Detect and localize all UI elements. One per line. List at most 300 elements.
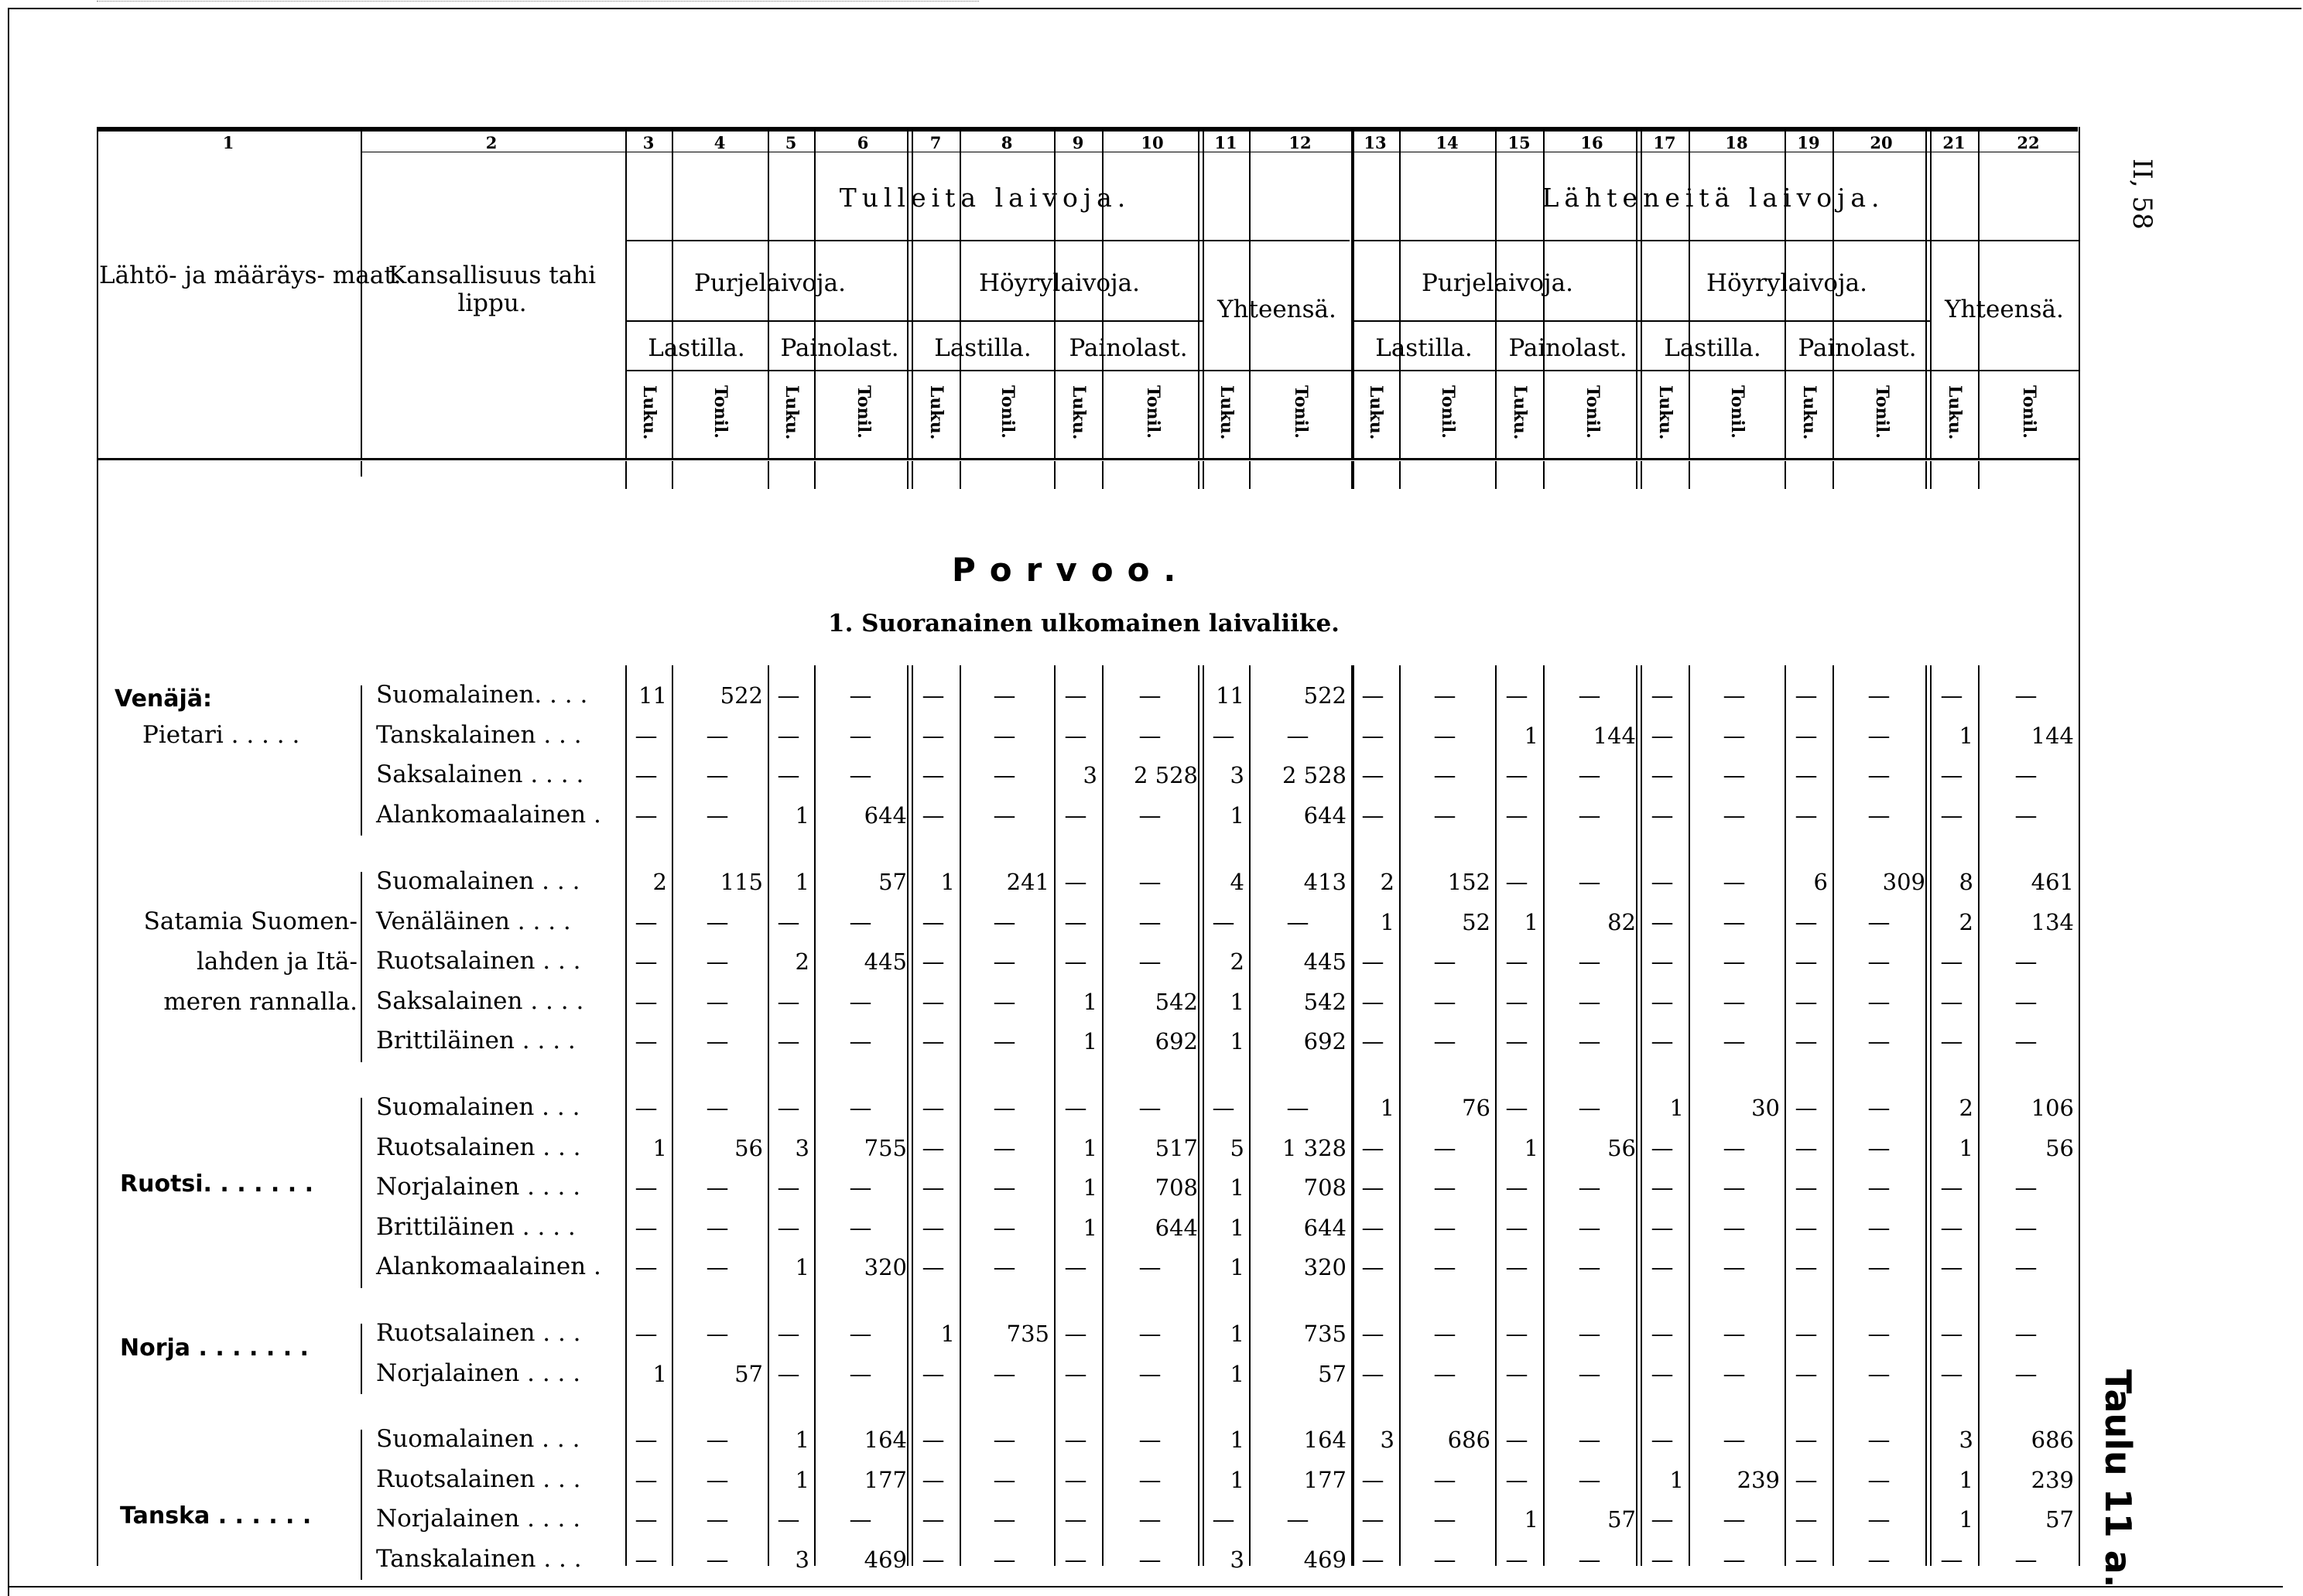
- table-cell: —: [706, 1546, 729, 1573]
- column-number: 21: [1942, 133, 1966, 152]
- table-cell: —: [1505, 1546, 1528, 1573]
- table-cell: —: [1064, 1321, 1087, 1347]
- flag-label: Brittiläinen . . . .: [376, 1027, 576, 1054]
- table-cell: —: [635, 1254, 658, 1280]
- table-cell: —: [922, 1427, 945, 1453]
- table-cell: —: [1505, 762, 1528, 788]
- table-cell: —: [1723, 1174, 1746, 1201]
- table-cell: —: [1138, 869, 1162, 895]
- table-cell: 82: [1607, 908, 1636, 935]
- table-cell: —: [777, 1506, 800, 1533]
- col-divider: [1930, 128, 1932, 458]
- table-cell: —: [993, 1506, 1016, 1533]
- table-cell: —: [1361, 801, 1384, 829]
- table-cell: 1: [1230, 1466, 1244, 1493]
- table-cell: —: [1723, 1214, 1746, 1241]
- table-cell: —: [1505, 988, 1528, 1015]
- table-cell: 1: [652, 1360, 667, 1387]
- header-ballast: Painolast.: [1798, 334, 1917, 362]
- table-cell: —: [1361, 1360, 1384, 1387]
- table-cell: —: [2014, 988, 2038, 1015]
- table-cell: —: [922, 1134, 945, 1161]
- country-label: Ruotsi. . . . . . .: [120, 1171, 313, 1198]
- header-tons: Tonil.: [1727, 385, 1747, 439]
- table-cell: 56: [2045, 1134, 2074, 1161]
- table-cell: —: [635, 908, 658, 935]
- table-cell: 1: [1230, 1321, 1244, 1347]
- table-cell: —: [1795, 1214, 1818, 1241]
- table-cell: —: [1286, 722, 1309, 749]
- table-cell: —: [1795, 722, 1818, 749]
- table-cell: 2: [652, 869, 667, 895]
- col-divider-body: [1925, 665, 1927, 1566]
- header-departed: Lähteneitä laivoja.: [1542, 183, 1885, 213]
- table-cell: —: [635, 1028, 658, 1054]
- table-cell: 1: [1524, 908, 1538, 935]
- table-cell: 3: [1230, 762, 1244, 788]
- table-cell: —: [1433, 1466, 1456, 1493]
- table-cell: —: [1795, 1321, 1818, 1347]
- table-cell: 144: [1593, 722, 1636, 749]
- table-cell: —: [1578, 869, 1601, 895]
- table-cell: —: [1651, 1506, 1674, 1533]
- table-cell: —: [1795, 1134, 1818, 1161]
- header-tons: Tonil.: [710, 385, 731, 439]
- table-cell: —: [922, 1466, 945, 1493]
- table-cell: —: [635, 1466, 658, 1493]
- header-arrived-total: Yhteensä.: [1217, 296, 1336, 323]
- col-divider-stub: [1925, 461, 1927, 489]
- table-cell: —: [1795, 1028, 1818, 1054]
- table-cell: 1: [1230, 1427, 1244, 1453]
- table-cell: —: [1867, 1134, 1891, 1161]
- table-cell: —: [1651, 908, 1674, 935]
- table-cell: —: [1723, 1506, 1746, 1533]
- table-cell: —: [1064, 682, 1087, 709]
- col-divider-stub: [1832, 461, 1834, 489]
- flag-label: Ruotsalainen . . .: [376, 1464, 581, 1493]
- table-cell: —: [1361, 1028, 1384, 1054]
- col-divider: [1203, 128, 1204, 458]
- col-divider-stub: [1978, 461, 1980, 489]
- table-cell: —: [849, 908, 872, 935]
- table-cell: —: [1867, 1427, 1891, 1453]
- table-cell: 1: [795, 869, 809, 895]
- table-cell: —: [993, 1095, 1016, 1121]
- table-cell: —: [1433, 762, 1456, 788]
- table-cell: —: [993, 762, 1016, 788]
- table-cell: —: [849, 762, 872, 788]
- table-cell: 469: [1303, 1546, 1347, 1573]
- table-cell: —: [1361, 1214, 1384, 1241]
- table-cell: —: [706, 1174, 729, 1201]
- table-cell: 644: [1303, 801, 1347, 829]
- table-cell: —: [1651, 1321, 1674, 1347]
- row-brace: [361, 872, 362, 1062]
- table-cell: —: [1138, 1360, 1162, 1387]
- col-divider-stub: [1054, 461, 1056, 489]
- table-cell: —: [1867, 1028, 1891, 1054]
- table-cell: —: [706, 1466, 729, 1493]
- table-cell: 686: [2031, 1427, 2074, 1453]
- table-cell: —: [2014, 801, 2038, 829]
- col-divider-stub: [912, 461, 913, 489]
- table-cell: —: [1138, 1321, 1162, 1347]
- table-cell: —: [1867, 988, 1891, 1015]
- table-cell: —: [993, 1427, 1016, 1453]
- table-cell: —: [2014, 948, 2038, 975]
- table-cell: 2: [1959, 908, 1973, 935]
- table-cell: 164: [1303, 1427, 1347, 1453]
- table-cell: —: [1795, 682, 1818, 709]
- header-tons: Tonil.: [1872, 385, 1892, 439]
- table-cell: —: [706, 1028, 729, 1054]
- table-cell: —: [1578, 1214, 1601, 1241]
- column-number: 13: [1364, 133, 1387, 152]
- header-count: Luku.: [1510, 385, 1530, 440]
- table-cell: —: [1578, 801, 1601, 829]
- table-cell: 11: [638, 682, 667, 709]
- table-cell: —: [993, 1546, 1016, 1573]
- flag-label: Venäläinen . . . .: [376, 907, 571, 935]
- header-loaded: Lastilla.: [1664, 334, 1761, 362]
- table-cell: —: [2014, 1254, 2038, 1280]
- table-cell: 1: [1380, 1095, 1394, 1121]
- table-cell: —: [849, 1321, 872, 1347]
- table-cell: —: [2014, 1321, 2038, 1347]
- table-cell: —: [706, 722, 729, 749]
- header-count: Luku.: [926, 385, 946, 440]
- table-cell: —: [922, 1360, 945, 1387]
- table-cell: 1: [795, 1254, 809, 1280]
- town-title: Porvoo.: [952, 551, 1190, 589]
- table-cell: —: [1651, 988, 1674, 1015]
- col-divider-stub: [1351, 461, 1354, 489]
- flag-label: Tanskalainen . . .: [376, 1544, 582, 1573]
- table-cell: 1: [1380, 908, 1394, 935]
- table-cell: —: [1433, 1174, 1456, 1201]
- table-cell: —: [1795, 948, 1818, 975]
- table-cell: —: [1578, 948, 1601, 975]
- table-cell: —: [1361, 1321, 1384, 1347]
- table-cell: —: [1433, 1506, 1456, 1533]
- table-cell: —: [1064, 1095, 1087, 1121]
- table-cell: —: [1651, 1028, 1674, 1054]
- table-cell: 1: [1083, 988, 1097, 1015]
- flag-label: Ruotsalainen . . .: [376, 1133, 581, 1161]
- country-label: Tanska . . . . . .: [120, 1502, 312, 1529]
- header-departed-sail: Purjelaivoja.: [1421, 269, 1574, 297]
- header-tons: Tonil.: [854, 385, 874, 439]
- table-cell: 2: [1380, 869, 1394, 895]
- table-cell: —: [1578, 1466, 1601, 1493]
- table-cell: —: [1723, 948, 1746, 975]
- table-cell: 115: [720, 869, 763, 895]
- table-cell: —: [777, 1095, 800, 1121]
- table-cell: —: [993, 948, 1016, 975]
- table-cell: —: [1723, 1028, 1746, 1054]
- table-cell: —: [1505, 1360, 1528, 1387]
- sub-rule: [1353, 320, 1930, 322]
- table-cell: 542: [1303, 988, 1347, 1015]
- col-divider-stub: [1399, 461, 1401, 489]
- table-cell: —: [1940, 1214, 1963, 1241]
- col-divider: [361, 461, 362, 477]
- header-ballast: Painolast.: [780, 334, 899, 362]
- header-arrived-sail: Purjelaivoja.: [693, 269, 847, 297]
- table-cell: —: [922, 908, 945, 935]
- table-cell: —: [1651, 1254, 1674, 1280]
- table-cell: —: [1433, 1134, 1456, 1161]
- table-cell: —: [1505, 1028, 1528, 1054]
- table-cell: —: [635, 1546, 658, 1573]
- column-number: 6: [857, 133, 869, 152]
- table-cell: —: [993, 1466, 1016, 1493]
- table-cell: —: [1723, 1134, 1746, 1161]
- table-cell: —: [2014, 1360, 2038, 1387]
- page-bottom-rule: [8, 1586, 2283, 1587]
- table-cell: —: [922, 1254, 945, 1280]
- col-divider-stub: [907, 461, 909, 489]
- table-cell: 3: [1380, 1427, 1394, 1453]
- table-cell: —: [1940, 988, 1963, 1015]
- table-cell: —: [777, 1360, 800, 1387]
- table-cell: —: [1723, 1546, 1746, 1573]
- table-cell: —: [1867, 1321, 1891, 1347]
- col-divider-stub: [625, 461, 627, 489]
- table-cell: 106: [2031, 1095, 2074, 1121]
- country-label: Venäjä:: [115, 685, 213, 713]
- table-cell: —: [1433, 1546, 1456, 1573]
- table-cell: 413: [1303, 869, 1347, 895]
- table-cell: 445: [1303, 948, 1347, 975]
- table-cell: 3: [1083, 762, 1097, 788]
- table-cell: —: [1505, 948, 1528, 975]
- table-cell: —: [1064, 1254, 1087, 1280]
- column-number: 9: [1072, 133, 1084, 152]
- flag-label: Suomalainen . . .: [376, 1093, 580, 1121]
- table-cell: —: [1651, 1427, 1674, 1453]
- table-cell: —: [1940, 801, 1963, 829]
- table-cell: —: [1505, 1427, 1528, 1453]
- table-cell: —: [1138, 722, 1162, 749]
- table-cell: —: [635, 1321, 658, 1347]
- table-cell: —: [1138, 948, 1162, 975]
- table-cell: —: [1651, 1214, 1674, 1241]
- column-number: 17: [1653, 133, 1676, 152]
- table-cell: —: [1064, 1360, 1087, 1387]
- table-cell: 1: [1230, 801, 1244, 829]
- table-cell: —: [1578, 1546, 1601, 1573]
- table-cell: —: [1867, 1254, 1891, 1280]
- table-cell: —: [1212, 1095, 1235, 1121]
- table-cell: —: [706, 762, 729, 788]
- table-cell: 1: [1083, 1174, 1097, 1201]
- header-count: Luku.: [1069, 385, 1089, 440]
- table-cell: —: [635, 1214, 658, 1241]
- col-divider-body: [907, 665, 909, 1566]
- table-cell: 1: [795, 1427, 809, 1453]
- table-cell: —: [1651, 948, 1674, 975]
- row-brace: [361, 685, 362, 836]
- table-cell: —: [1433, 1214, 1456, 1241]
- table-cell: 152: [1447, 869, 1490, 895]
- column-number: 4: [713, 133, 726, 152]
- col-divider-stub: [1203, 461, 1204, 489]
- table-cell: —: [777, 722, 800, 749]
- table-cell: —: [635, 1427, 658, 1453]
- col-divider-stub: [1543, 461, 1545, 489]
- table-cell: —: [1940, 1546, 1963, 1573]
- header-departed-steam: Höyrylaivoja.: [1706, 269, 1867, 297]
- table-cell: —: [777, 1321, 800, 1347]
- table-cell: —: [777, 682, 800, 709]
- table-cell: —: [777, 988, 800, 1015]
- table-cell: —: [1064, 948, 1087, 975]
- table-cell: —: [1361, 1174, 1384, 1201]
- header-origin-label: Lähtö- ja määräys- maat.: [99, 261, 402, 289]
- table-cell: 30: [1751, 1095, 1780, 1121]
- column-number: 20: [1870, 133, 1893, 152]
- table-cell: —: [1505, 1095, 1528, 1121]
- col-divider-stub: [960, 461, 961, 489]
- table-cell: 1: [795, 1466, 809, 1493]
- table-cell: —: [1361, 1546, 1384, 1573]
- column-number: 16: [1580, 133, 1603, 152]
- header-count: Luku.: [1799, 385, 1819, 440]
- table-cell: —: [777, 1028, 800, 1054]
- table-cell: —: [1867, 1095, 1891, 1121]
- table-cell: 2 528: [1133, 762, 1198, 788]
- table-cell: 3: [795, 1134, 809, 1161]
- col-divider-body: [1636, 665, 1637, 1566]
- header-loaded: Lastilla.: [1375, 334, 1473, 362]
- table-cell: —: [1505, 869, 1528, 895]
- table-cell: —: [1723, 1254, 1746, 1280]
- table-cell: —: [1651, 801, 1674, 829]
- table-cell: —: [1138, 1254, 1162, 1280]
- sub-rule: [625, 320, 1203, 322]
- country-label: Norja . . . . . . .: [120, 1335, 309, 1362]
- table-cell: —: [1867, 1174, 1891, 1201]
- table-cell: —: [1433, 1321, 1456, 1347]
- table-cell: —: [922, 948, 945, 975]
- table-cell: —: [1940, 1360, 1963, 1387]
- header-count: Luku.: [1217, 385, 1237, 440]
- table-cell: —: [1578, 1028, 1601, 1054]
- table-cell: —: [849, 1360, 872, 1387]
- table-cell: —: [777, 1214, 800, 1241]
- table-cell: —: [706, 1506, 729, 1533]
- column-number: 8: [1001, 133, 1013, 152]
- table-cell: —: [1723, 908, 1746, 935]
- section-title: 1. Suoranainen ulkomainen laivaliike.: [828, 610, 1340, 637]
- table-cell: —: [1064, 801, 1087, 829]
- table-cell: 320: [1303, 1254, 1347, 1280]
- table-cell: —: [1433, 1028, 1456, 1054]
- flag-label: Ruotsalainen . . .: [376, 1319, 581, 1347]
- table-cell: —: [1723, 682, 1746, 709]
- table-cell: —: [1578, 1254, 1601, 1280]
- header-count: Luku.: [1366, 385, 1386, 440]
- flag-label: Suomalainen . . .: [376, 1425, 580, 1453]
- table-cell: 1: [940, 869, 955, 895]
- table-cell: —: [922, 1546, 945, 1573]
- table-cell: —: [1578, 1321, 1601, 1347]
- table-cell: 164: [864, 1427, 907, 1453]
- table-cell: —: [993, 1254, 1016, 1280]
- table-cell: —: [1433, 722, 1456, 749]
- table-cell: —: [1940, 1321, 1963, 1347]
- table-cell: 177: [1303, 1466, 1347, 1493]
- col-divider-stub: [1641, 461, 1642, 489]
- table-cell: —: [1723, 988, 1746, 1015]
- table-cell: —: [1795, 1360, 1818, 1387]
- table-cell: —: [993, 1134, 1016, 1161]
- table-cell: —: [1212, 908, 1235, 935]
- table-cell: —: [1433, 682, 1456, 709]
- flag-label: Norjalainen . . . .: [376, 1173, 581, 1201]
- table-cell: —: [1867, 1506, 1891, 1533]
- table-cell: —: [1212, 1506, 1235, 1533]
- table-cell: —: [1651, 869, 1674, 895]
- table-cell: 755: [864, 1134, 907, 1161]
- table-cell: 1: [1959, 1134, 1973, 1161]
- col-divider-body: [1198, 665, 1199, 1566]
- table-cell: 517: [1155, 1134, 1198, 1161]
- table-cell: —: [1361, 988, 1384, 1015]
- table-cell: —: [922, 801, 945, 829]
- col-divider: [1978, 128, 1980, 458]
- header-tons: Tonil.: [998, 385, 1018, 439]
- table-cell: —: [1723, 869, 1746, 895]
- table-cell: —: [706, 948, 729, 975]
- table-cell: —: [1651, 1546, 1674, 1573]
- table-cell: —: [849, 722, 872, 749]
- table-cell: —: [1723, 801, 1746, 829]
- col-divider-stub: [1785, 461, 1786, 489]
- table-cell: —: [1433, 988, 1456, 1015]
- table-cell: 56: [734, 1134, 763, 1161]
- table-cell: —: [2014, 682, 2038, 709]
- table-cell: —: [922, 722, 945, 749]
- table-cell: —: [2014, 762, 2038, 788]
- col-divider-stub: [1930, 461, 1932, 489]
- table-cell: 1: [1959, 722, 1973, 749]
- table-cell: —: [1361, 1506, 1384, 1533]
- row-brace: [361, 1324, 362, 1394]
- group-rule: [1353, 240, 2079, 241]
- table-left-rule: [97, 127, 98, 1566]
- table-cell: —: [1433, 948, 1456, 975]
- table-cell: 2 528: [1282, 762, 1347, 788]
- table-cell: —: [1138, 1095, 1162, 1121]
- column-number: 11: [1214, 133, 1237, 152]
- flag-label: Suomalainen . . .: [376, 867, 580, 895]
- header-loaded: Lastilla.: [934, 334, 1032, 362]
- table-cell: 144: [2031, 722, 2074, 749]
- table-cell: —: [1940, 948, 1963, 975]
- table-cell: —: [706, 988, 729, 1015]
- table-cell: 1: [1230, 1360, 1244, 1387]
- table-cell: 4: [1230, 869, 1244, 895]
- table-cell: 320: [864, 1254, 907, 1280]
- flag-label: Norjalainen . . . .: [376, 1358, 581, 1387]
- table-cell: —: [1867, 682, 1891, 709]
- column-number: 2: [485, 133, 498, 152]
- table-cell: —: [849, 1174, 872, 1201]
- table-cell: 309: [1882, 869, 1925, 895]
